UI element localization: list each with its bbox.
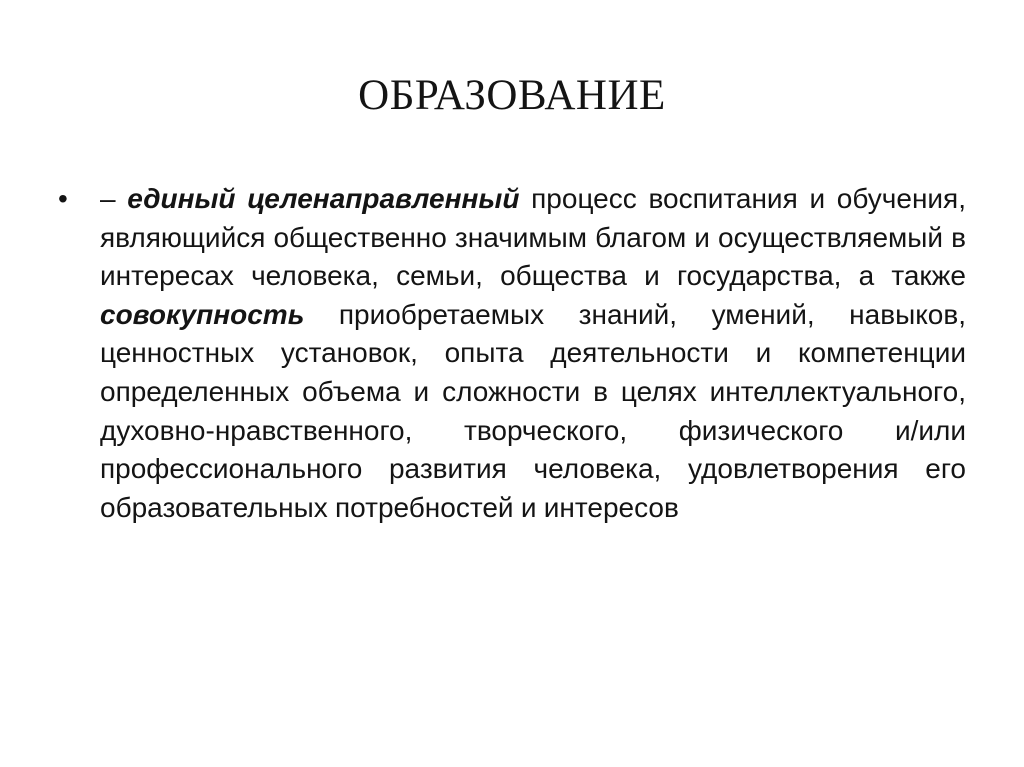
definition-text-2: приобретаемых знаний, умений, навыков, ценностных установок, опыта деятельности и компетенции определенных объема и сложности в целях интеллектуального, духовно-нравственного, творческого, физического и/или профессионального развития человека, удовлетворения его образовательных потребностей и интересов — [100, 298, 966, 523]
definition-paragraph — [100, 180, 966, 527]
definition-emphasis-1: единый целенаправленный — [127, 183, 520, 214]
bullet-icon: • — [58, 183, 68, 214]
definition-text-1: процесс воспитания и обучения, являющийся общественно значимым благом и осуществляемый в интересах человека, семьи, общества и государства, а также — [100, 183, 966, 292]
definition-emphasis-2: совокупность — [100, 298, 305, 330]
definition-dash: – — [100, 183, 128, 214]
slide-title: ОБРАЗОВАНИЕ — [358, 72, 666, 119]
